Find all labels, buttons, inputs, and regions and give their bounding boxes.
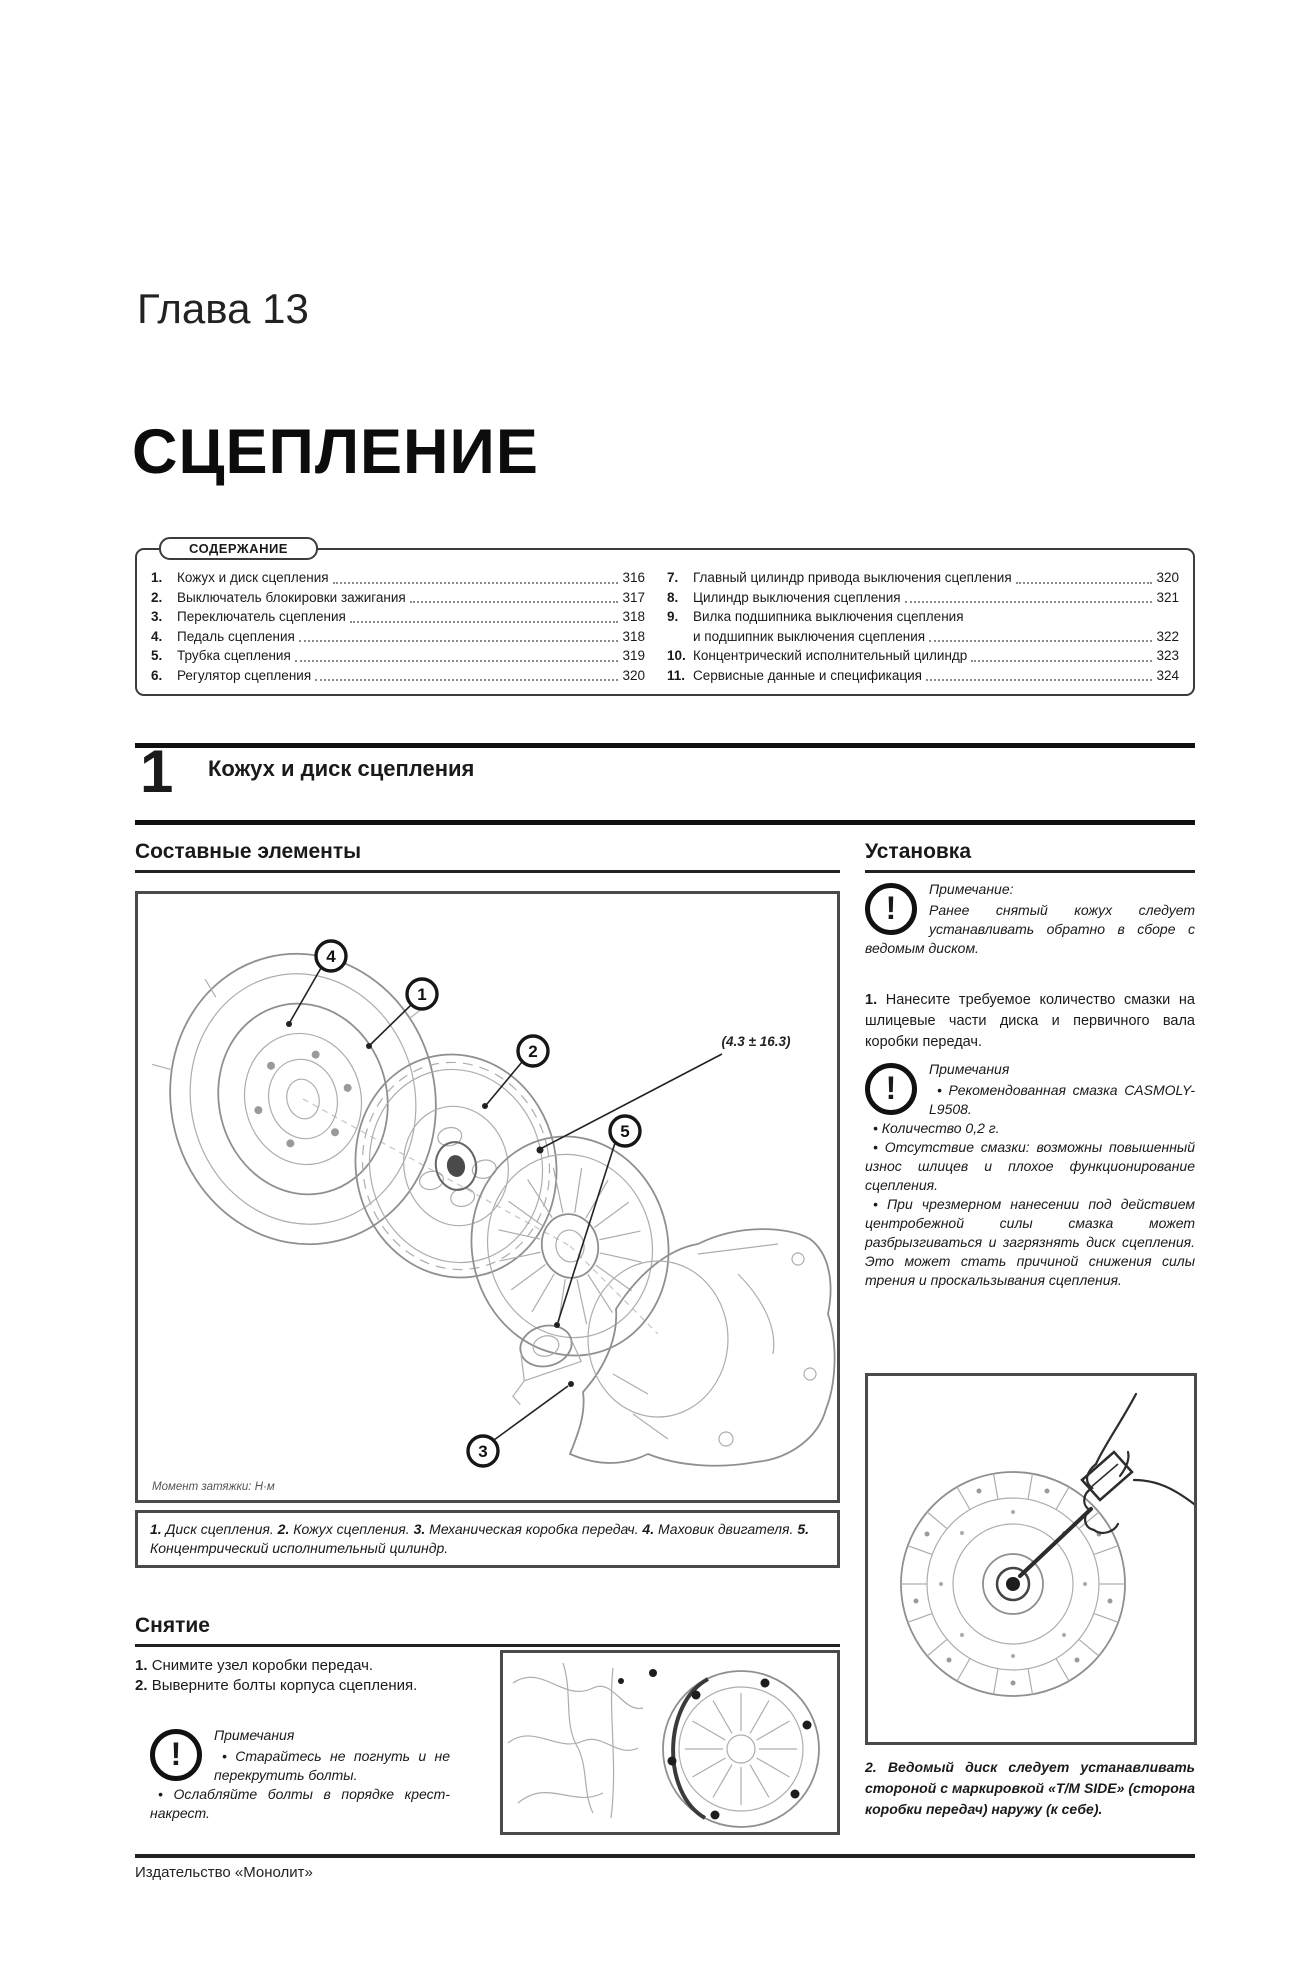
- toc-item-number: 5.: [151, 648, 163, 663]
- toc-item-number: 1.: [151, 570, 163, 585]
- installation-caption: [865, 1757, 1195, 1820]
- callout-5: [554, 1116, 640, 1328]
- toc-column-left: [151, 568, 667, 685]
- removal-steps: [135, 1656, 420, 1695]
- toc-item-page: 320: [622, 667, 645, 683]
- caption-text: Механическая коробка передач.: [429, 1521, 639, 1537]
- dot-leader: [1016, 582, 1153, 584]
- exclamation-glyph: !: [885, 890, 897, 926]
- toc-item-page: 320: [1156, 570, 1179, 585]
- pressure-plate-art: [503, 1653, 837, 1832]
- caption-number: 2.: [277, 1521, 290, 1537]
- dot-leader: [971, 660, 1152, 662]
- note-bullet: • Рекомендованная смазка CASMOLY-L9508.: [929, 1082, 1195, 1117]
- installation-note-1: [865, 880, 1195, 958]
- toc-item-title: Вилка подшипника выключения сцепления: [693, 609, 964, 624]
- chapter-label: Глава 13: [137, 285, 309, 332]
- dot-leader: [333, 582, 619, 584]
- toc-item-title: Цилиндр выключения сцепления: [693, 589, 901, 605]
- warning-icon: [865, 883, 917, 935]
- toc-item-title: Выключатель блокировки зажигания: [177, 589, 406, 605]
- removal-step: [135, 1656, 420, 1676]
- warning-icon: [150, 1729, 202, 1781]
- toc-columns: [151, 568, 1179, 685]
- toc-item-title: и подшипник выключения сцепления: [693, 628, 926, 644]
- step-text: Нанесите требуемое количество смазки на шлицевые части диска и первичного вала коробки передач.: [865, 992, 1195, 1050]
- section-rule-bottom: [135, 820, 1195, 825]
- toc-item: [667, 568, 1179, 588]
- components-heading: Составные элементы: [135, 840, 840, 873]
- toc-item-number: 10.: [667, 648, 686, 663]
- caption-number: 4.: [642, 1521, 655, 1537]
- note-bullet: • Отсутствие смазки: возможны повышенный износ шлицев и плохое функционирование сцепления.: [865, 1139, 1195, 1193]
- toc-item: [151, 666, 645, 686]
- toc-item-title: Кожух и диск сцепления: [177, 570, 329, 585]
- step-number: 2.: [135, 1676, 148, 1694]
- dot-leader: [295, 660, 619, 662]
- step-number: 1.: [135, 1657, 148, 1674]
- callout-1: [366, 979, 437, 1049]
- svg-text:5: 5: [620, 1122, 630, 1141]
- step-text: Снимите узел коробки передач.: [151, 1657, 374, 1674]
- exploded-view-diagram: [135, 891, 840, 1503]
- note-bullet: • Старайтесь не погнуть и не перекрутить болты.: [214, 1748, 450, 1783]
- dot-leader: [926, 679, 1152, 681]
- toc-item-title: Трубка сцепления: [177, 648, 291, 663]
- svg-text:1: 1: [417, 985, 427, 1004]
- toc-item-number: 4.: [151, 628, 163, 644]
- toc-item-title: Регулятор сцепления: [177, 667, 312, 683]
- installation-step-1: [865, 990, 1195, 1053]
- toc-item-page: 318: [622, 609, 645, 624]
- toc-item-title: Переключатель сцепления: [177, 609, 346, 624]
- toc-item-number: 11.: [667, 667, 686, 683]
- toc-item-title: Педаль сцепления: [177, 628, 295, 644]
- warning-icon: [865, 1063, 917, 1115]
- flywheel-art: [138, 923, 474, 1274]
- toc-item: [151, 646, 645, 666]
- caption-number: 2.: [865, 1759, 877, 1775]
- toc-item-page: 321: [1156, 589, 1179, 605]
- toc-item-number: 8.: [667, 589, 679, 605]
- toc-item-number: 3.: [151, 609, 163, 624]
- removal-note: [150, 1726, 450, 1823]
- toc-item-title: Главный цилиндр привода выключения сцепления: [693, 570, 1012, 585]
- note-label: Примечания: [929, 1061, 1010, 1077]
- toc-item: [151, 607, 645, 627]
- toc-box: [135, 541, 1195, 696]
- note-bullet: • При чрезмерном нанесении под действием центробежной силы смазка может разбрызгиваться и загрязнять диск сцепления. Это может стать причиной снижения силы трения и проскальзывания сцепления.: [865, 1196, 1195, 1288]
- toc-item: [667, 588, 1179, 608]
- svg-text:(4.3 ± 16.3): (4.3 ± 16.3): [721, 1034, 791, 1049]
- removal-heading: Снятие: [135, 1614, 840, 1647]
- toc-item: [151, 588, 645, 608]
- caption-number: 3.: [413, 1521, 426, 1537]
- step-number: 1.: [865, 992, 878, 1008]
- section-number: 1: [140, 738, 174, 805]
- caption-text: Кожух сцепления.: [293, 1521, 410, 1537]
- note-bullet: • Ослабляйте болты в порядке крест-накрест.: [150, 1786, 450, 1821]
- diagram-caption: [135, 1510, 840, 1568]
- removal-step: [135, 1676, 420, 1696]
- note-label: Примечание:: [929, 881, 1014, 897]
- installation-image: [865, 1373, 1197, 1745]
- exclamation-glyph: !: [885, 1070, 897, 1106]
- publisher-footer: Издательство «Монолит»: [135, 1864, 313, 1881]
- toc-item-number: 6.: [151, 667, 163, 683]
- note-label: Примечания: [214, 1727, 295, 1743]
- clutch-disc-greasing-art: [868, 1376, 1194, 1742]
- toc-item-title: Концентрический исполнительный цилиндр: [693, 648, 968, 663]
- toc-label: СОДЕРЖАНИЕ: [159, 537, 318, 560]
- toc-item-page: 317: [622, 589, 645, 605]
- dot-leader: [410, 601, 619, 603]
- footer-rule: [135, 1854, 1195, 1858]
- toc-item-number: 7.: [667, 570, 679, 585]
- svg-text:3: 3: [478, 1442, 488, 1461]
- installation-note-2: [865, 1060, 1195, 1290]
- section-rule-top: [135, 743, 1195, 748]
- toc-item-number: 2.: [151, 589, 163, 605]
- note-text: Ранее снятый кожух следует устанавливать обратно в сборе с ведомым диском.: [865, 902, 1195, 956]
- svg-text:2: 2: [528, 1042, 538, 1061]
- toc-item-continuation: [667, 627, 1179, 647]
- dot-leader: [929, 640, 1152, 642]
- caption-text: Концентрический исполнительный цилиндр.: [150, 1540, 449, 1556]
- caption-text: Диск сцепления.: [165, 1521, 274, 1537]
- step-text: Выверните болты корпуса сцепления.: [151, 1676, 418, 1694]
- removal-image: [500, 1650, 840, 1835]
- exclamation-glyph: !: [170, 1736, 182, 1772]
- toc-item: [667, 607, 1179, 627]
- page-title: СЦЕПЛЕНИЕ: [132, 417, 539, 487]
- callout-3: [468, 1381, 574, 1466]
- toc-item-page: 322: [1156, 628, 1179, 644]
- toc-item: [667, 646, 1179, 666]
- transmission-art: [570, 1229, 835, 1466]
- toc-item-page: 324: [1156, 667, 1179, 683]
- torque-callout: [537, 1034, 791, 1154]
- caption-number: 1.: [150, 1521, 162, 1537]
- clutch-disc-art: [335, 1036, 577, 1297]
- caption-text: Ведомый диск следует устанавливать стороной с маркировкой «T/M SIDE» (сторона коробки передач) наружу (к себе).: [865, 1759, 1195, 1817]
- toc-item: [151, 627, 645, 647]
- toc-item-title: Сервисные данные и спецификация: [693, 667, 922, 683]
- section-title: Кожух и диск сцепления: [208, 756, 475, 781]
- dot-leader: [905, 601, 1153, 603]
- svg-text:4: 4: [326, 947, 336, 966]
- toc-item-page: 318: [622, 628, 645, 644]
- toc-item-page: 323: [1156, 648, 1179, 663]
- note-bullet: • Количество 0,2 г.: [873, 1120, 1000, 1136]
- toc-column-right: [667, 568, 1179, 685]
- toc-item: [667, 666, 1179, 686]
- slave-cylinder-art: [497, 1319, 588, 1406]
- dot-leader: [315, 679, 618, 681]
- dot-leader: [299, 640, 619, 642]
- toc-item-number: 9.: [667, 609, 679, 624]
- caption-text: Маховик двигателя.: [657, 1521, 794, 1537]
- installation-heading: Установка: [865, 840, 1195, 873]
- exploded-view-art: [138, 894, 837, 1500]
- toc-item-page: 316: [622, 570, 645, 585]
- dot-leader: [350, 621, 619, 623]
- toc-item-page: 319: [622, 648, 645, 663]
- toc-item: [151, 568, 645, 588]
- torque-note: Момент затяжки: Н·м: [152, 1481, 275, 1493]
- caption-number: 5.: [797, 1521, 810, 1537]
